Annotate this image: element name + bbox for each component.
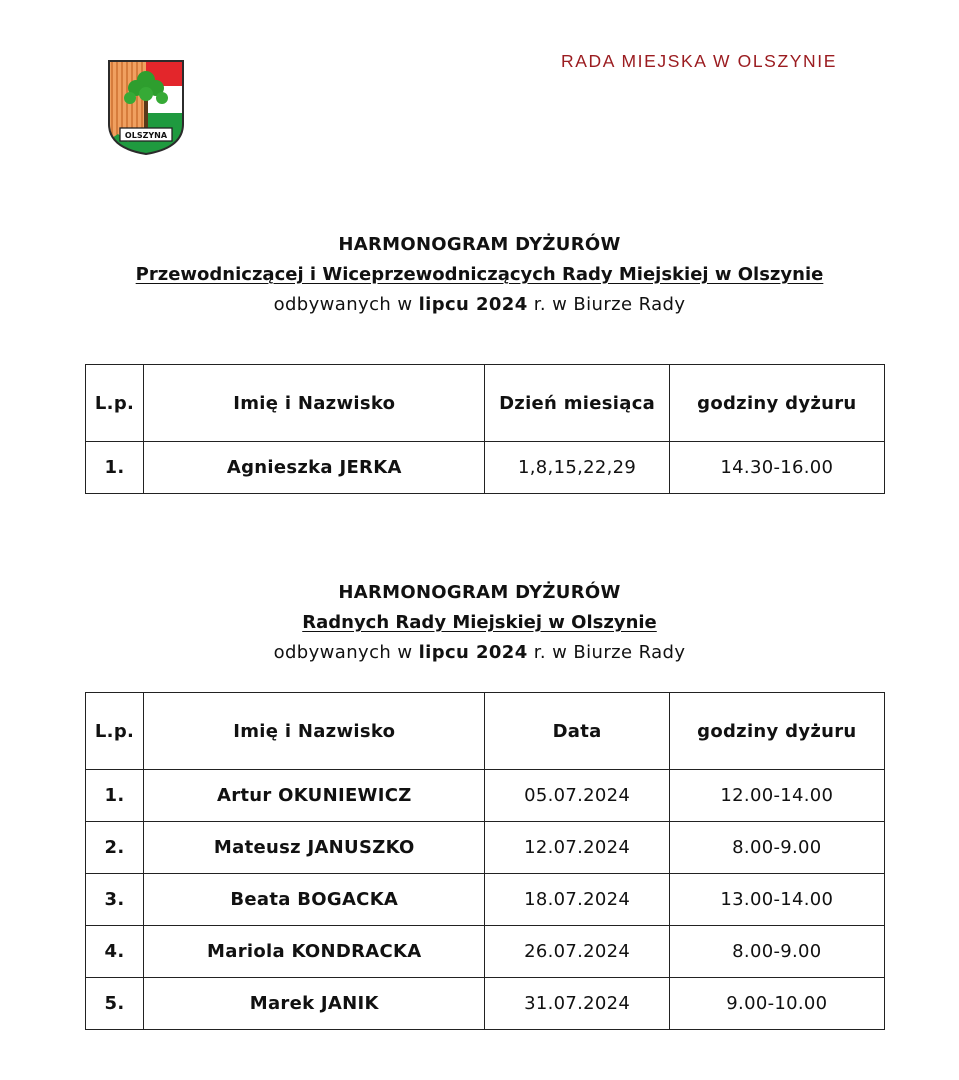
row-lp: 4. xyxy=(86,926,144,978)
row-date: 31.07.2024 xyxy=(485,978,669,1030)
row-hours: 14.30-16.00 xyxy=(669,442,884,494)
table-row xyxy=(86,822,885,874)
row-lp: 3. xyxy=(86,874,144,926)
table-row xyxy=(86,978,885,1030)
col-header-name: Imię i Nazwisko xyxy=(144,365,485,442)
row-hours: 8.00-9.00 xyxy=(669,926,884,978)
col-header-name: Imię i Nazwisko xyxy=(144,693,485,770)
row-name: Mariola KONDRACKA xyxy=(144,926,485,978)
schedule-table-chairs xyxy=(85,364,885,494)
col-header-hours: godziny dyżuru xyxy=(669,365,884,442)
table-row xyxy=(86,926,885,978)
col-header-lp: L.p. xyxy=(86,693,144,770)
table-row xyxy=(86,874,885,926)
row-name: Beata BOGACKA xyxy=(144,874,485,926)
council-name: RADA MIEJSKA W OLSZYNIE xyxy=(560,51,837,71)
table-header-row xyxy=(86,365,885,442)
section1-description: odbywanych w lipcu 2024 r. w Biurze Rady xyxy=(273,294,686,315)
col-header-day: Dzień miesiąca xyxy=(485,365,669,442)
section2-subtitle: Radnych Rady Miejskiej w Olszynie xyxy=(302,612,657,633)
row-name: Artur OKUNIEWICZ xyxy=(144,770,485,822)
row-hours: 13.00-14.00 xyxy=(669,874,884,926)
col-header-hours: godziny dyżuru xyxy=(669,693,884,770)
section1-title: HARMONOGRAM DYŻURÓW xyxy=(338,234,621,255)
table-row xyxy=(86,770,885,822)
row-name: Marek JANIK xyxy=(144,978,485,1030)
row-hours: 9.00-10.00 xyxy=(669,978,884,1030)
row-lp: 5. xyxy=(86,978,144,1030)
row-date: 05.07.2024 xyxy=(485,770,669,822)
section1-subtitle: Przewodniczącej i Wiceprzewodniczących Rady Miejskiej w Olszynie xyxy=(135,264,824,285)
table-header-row xyxy=(86,693,885,770)
section2-month: lipcu 2024 xyxy=(418,642,528,663)
section2-description: odbywanych w lipcu 2024 r. w Biurze Rady xyxy=(273,642,686,663)
row-name: Agnieszka JERKA xyxy=(144,442,485,494)
row-day: 1,8,15,22,29 xyxy=(485,442,669,494)
row-name: Mateusz JANUSZKO xyxy=(144,822,485,874)
col-header-date: Data xyxy=(485,693,669,770)
row-date: 12.07.2024 xyxy=(485,822,669,874)
section1-header xyxy=(0,230,959,320)
col-header-lp: L.p. xyxy=(86,365,144,442)
crest-label: OLSZYNA xyxy=(124,131,168,140)
row-lp: 2. xyxy=(86,822,144,874)
olszyna-coat-of-arms xyxy=(106,58,186,156)
row-date: 18.07.2024 xyxy=(485,874,669,926)
row-hours: 8.00-9.00 xyxy=(669,822,884,874)
row-lp: 1. xyxy=(86,442,144,494)
row-lp: 1. xyxy=(86,770,144,822)
table-row xyxy=(86,442,885,494)
schedule-table-councillors xyxy=(85,692,885,1030)
row-date: 26.07.2024 xyxy=(485,926,669,978)
row-hours: 12.00-14.00 xyxy=(669,770,884,822)
section1-month: lipcu 2024 xyxy=(418,294,528,315)
section2-header xyxy=(0,578,959,668)
section2-title: HARMONOGRAM DYŻURÓW xyxy=(338,582,621,603)
